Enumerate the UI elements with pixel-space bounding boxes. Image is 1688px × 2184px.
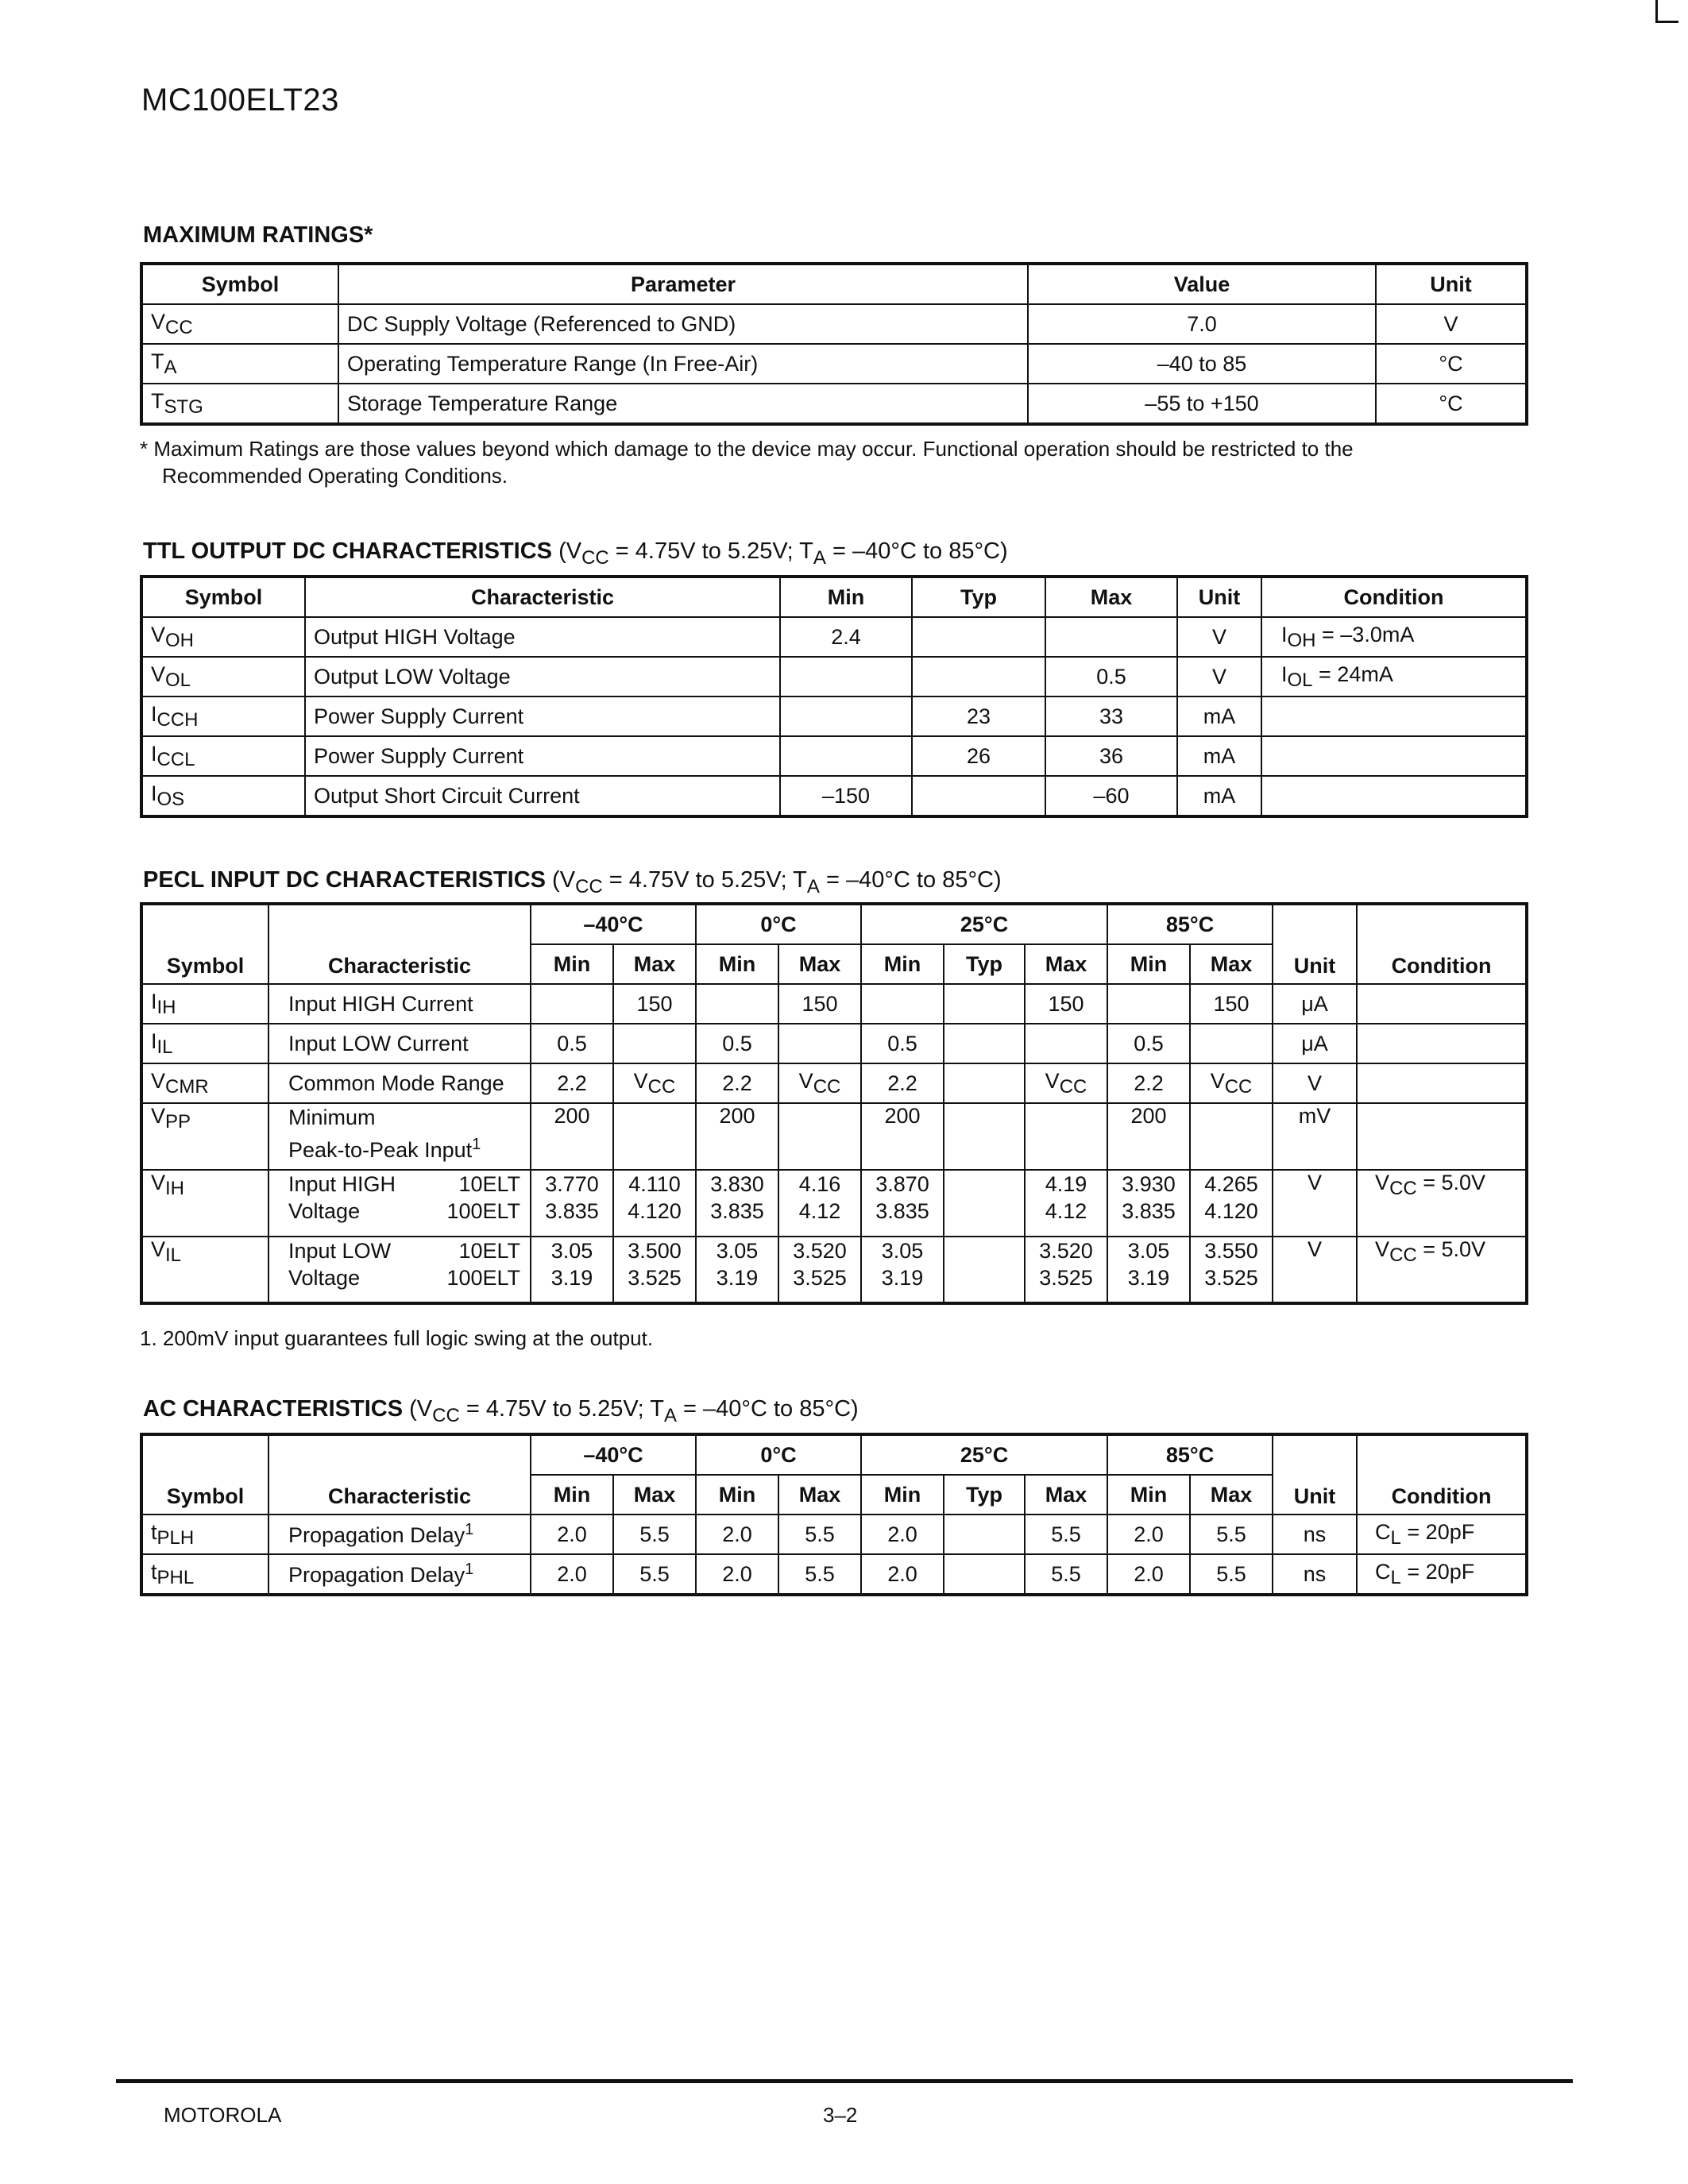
symbol-cell: $V_{CC}$	[141, 304, 338, 344]
table-header-row	[141, 264, 1527, 304]
symbol-cell: $V_{OH}$	[141, 617, 305, 657]
col-header: Min	[1107, 944, 1190, 984]
col-header: Condition	[1261, 577, 1527, 617]
cond-sub: A	[663, 1404, 677, 1426]
pecl-footnote: 1. 200mV input guarantees full logic swing at the output.	[140, 1326, 654, 1350]
col-header: Min	[531, 944, 613, 984]
value-cell: 5.5	[1190, 1515, 1273, 1554]
table-row	[141, 984, 1527, 1024]
characteristic-cell: Input HIGH Current	[268, 984, 531, 1024]
value-cell: 7.0	[1028, 304, 1376, 344]
condition-cell	[1261, 736, 1527, 776]
max-cell: 0.5	[1045, 657, 1177, 696]
col-header: Max	[613, 1475, 696, 1515]
cond-sub: A	[813, 546, 826, 569]
col-header: Max	[1190, 944, 1273, 984]
table-row	[141, 384, 1527, 424]
ac-section-title	[143, 1396, 859, 1427]
pecl-section-title	[143, 867, 1002, 898]
char-line: Minimum	[288, 1106, 376, 1129]
footer-brand: MOTOROLA	[164, 2103, 282, 2127]
value-cell: 2.0	[1107, 1554, 1190, 1595]
symbol-cell: $I_{OS}$	[141, 776, 305, 816]
value-cell	[944, 1515, 1025, 1554]
ac-title-bold: AC CHARACTERISTICS	[143, 1396, 404, 1422]
max-ratings-footnote	[140, 435, 1525, 489]
value-cell: 4.19 4.12	[1025, 1170, 1107, 1237]
characteristic-cell: Propagation Delay$^1$	[268, 1554, 531, 1595]
value-cell	[613, 1103, 696, 1170]
value-cell	[944, 1063, 1025, 1103]
value-cell: –40 to 85	[1028, 344, 1376, 384]
cond-text: (V	[546, 867, 576, 893]
unit-cell: mV	[1273, 1103, 1357, 1170]
condition-cell: $I_{OH} = -3.0mA$	[1261, 617, 1527, 657]
col-header: Symbol	[141, 904, 268, 984]
temp-header: –40°C	[531, 1434, 696, 1475]
char-line: Input HIGH 10ELT	[288, 1172, 520, 1196]
col-header: Unit	[1273, 1434, 1357, 1515]
char-line: Voltage 100ELT	[288, 1199, 520, 1223]
symbol-cell: $V_{IH}$	[141, 1170, 268, 1237]
col-header: Min	[531, 1475, 613, 1515]
table-row	[141, 1515, 1527, 1554]
condition-cell	[1357, 1103, 1527, 1170]
condition-cell	[1261, 696, 1527, 736]
unit-cell: V	[1273, 1237, 1357, 1303]
value-cell: 2.2	[861, 1063, 944, 1103]
ttl-title-bold: TTL OUTPUT DC CHARACTERISTICS	[143, 538, 553, 564]
value-cell: 5.5	[613, 1515, 696, 1554]
symbol-cell: $V_{CMR}$	[141, 1063, 268, 1103]
temp-header: 85°C	[1107, 1434, 1273, 1475]
col-header: Symbol	[141, 577, 305, 617]
typ-cell: 23	[912, 696, 1045, 736]
min-cell	[780, 657, 912, 696]
cond-text: (V	[552, 538, 582, 564]
value-cell: 2.0	[861, 1554, 944, 1595]
condition-cell: $V_{CC} = 5.0V$	[1357, 1237, 1527, 1303]
unit-cell: μA	[1273, 984, 1357, 1024]
symbol-cell: $I_{IL}$	[141, 1024, 268, 1063]
characteristic-cell: Output Short Circuit Current	[305, 776, 780, 816]
col-header: Symbol	[141, 264, 338, 304]
max-cell: 36	[1045, 736, 1177, 776]
footnote-line: * Maximum Ratings are those values beyond which damage to the device may occur. Functional operation should be restricted to the	[140, 437, 1354, 461]
value-cell: 3.520 3.525	[1025, 1237, 1107, 1303]
cond-sub: CC	[432, 1404, 460, 1426]
table-row	[141, 1170, 1527, 1237]
cond-text: (V	[403, 1396, 433, 1422]
value-cell	[778, 1103, 861, 1170]
col-header: Min	[780, 577, 912, 617]
temp-header: 0°C	[696, 1434, 861, 1475]
value-cell: $V_{CC}$	[1190, 1063, 1273, 1103]
col-header: Max	[1045, 577, 1177, 617]
unit-cell: °C	[1376, 384, 1527, 424]
col-header: Characteristic	[268, 1434, 531, 1515]
col-header: Min	[861, 1475, 944, 1515]
table-row	[141, 657, 1527, 696]
symbol-cell: $I_{CCL}$	[141, 736, 305, 776]
col-header: Typ	[912, 577, 1045, 617]
value-cell: 4.265 4.120	[1190, 1170, 1273, 1237]
table-row	[141, 1103, 1527, 1170]
value-cell	[1190, 1103, 1273, 1170]
max-cell: –60	[1045, 776, 1177, 816]
cond-text: = 4.75V to 5.25V; T	[608, 538, 813, 564]
pecl-title-bold: PECL INPUT DC CHARACTERISTICS	[143, 867, 546, 893]
table-header-row	[141, 904, 1527, 944]
value-cell: 5.5	[778, 1554, 861, 1595]
parameter-cell: Operating Temperature Range (In Free-Air)	[338, 344, 1028, 384]
unit-cell: ns	[1273, 1515, 1357, 1554]
condition-cell	[1357, 984, 1527, 1024]
condition-cell: $C_L = 20pF$	[1357, 1515, 1527, 1554]
value-cell: $V_{CC}$	[1025, 1063, 1107, 1103]
col-header: Max	[1025, 1475, 1107, 1515]
characteristic-cell: Propagation Delay$^1$	[268, 1515, 531, 1554]
symbol-cell: $T_A$	[141, 344, 338, 384]
table-row	[141, 617, 1527, 657]
value-cell: 150	[1190, 984, 1273, 1024]
col-header: Max	[778, 1475, 861, 1515]
document-title: MC100ELT23	[141, 83, 339, 118]
max-cell: 33	[1045, 696, 1177, 736]
symbol-cell: $t_{PLH}$	[141, 1515, 268, 1554]
col-header: Max	[1025, 944, 1107, 984]
ac-characteristics-table	[140, 1433, 1528, 1596]
char-line: Peak-to-Peak Input$^1$	[288, 1136, 481, 1162]
unit-cell: V	[1177, 657, 1261, 696]
col-header: Characteristic	[268, 904, 531, 984]
typ-cell: 26	[912, 736, 1045, 776]
value-cell: 0.5	[696, 1024, 778, 1063]
table-row	[141, 1237, 1527, 1303]
value-cell: 3.520 3.525	[778, 1237, 861, 1303]
cond-sub: A	[806, 875, 820, 897]
value-cell: 200	[1107, 1103, 1190, 1170]
value-cell: 3.550 3.525	[1190, 1237, 1273, 1303]
value-cell	[696, 984, 778, 1024]
value-cell: 3.870 3.835	[861, 1170, 944, 1237]
symbol-cell: $I_{CCH}$	[141, 696, 305, 736]
corner-crop-mark	[1655, 0, 1678, 23]
value-cell	[1025, 1024, 1107, 1063]
typ-cell	[912, 776, 1045, 816]
unit-cell: mA	[1177, 696, 1261, 736]
value-cell: 0.5	[861, 1024, 944, 1063]
value-cell: 150	[613, 984, 696, 1024]
table-row	[141, 1063, 1527, 1103]
value-cell	[944, 1103, 1025, 1170]
col-header: Condition	[1357, 1434, 1527, 1515]
value-cell	[944, 1554, 1025, 1595]
cond-text: = –40°C to 85°C)	[819, 867, 1002, 893]
value-cell: $V_{CC}$	[778, 1063, 861, 1103]
cond-text: = 4.75V to 5.25V; T	[602, 867, 807, 893]
col-header: Min	[1107, 1475, 1190, 1515]
unit-cell: mA	[1177, 736, 1261, 776]
col-header: Unit	[1376, 264, 1527, 304]
value-cell: 2.0	[696, 1554, 778, 1595]
condition-cell: $I_{OL} = 24mA$	[1261, 657, 1527, 696]
table-row	[141, 1554, 1527, 1595]
value-cell: 200	[696, 1103, 778, 1170]
table-header-row	[141, 1434, 1527, 1475]
value-cell: 2.0	[531, 1554, 613, 1595]
cond-sub: CC	[575, 875, 603, 897]
value-cell: 150	[778, 984, 861, 1024]
cond-sub: CC	[581, 546, 609, 569]
value-cell: 5.5	[1025, 1515, 1107, 1554]
unit-cell: V	[1273, 1170, 1357, 1237]
characteristic-cell: Input LOW Current	[268, 1024, 531, 1063]
symbol-cell: $V_{OL}$	[141, 657, 305, 696]
min-cell: 2.4	[780, 617, 912, 657]
footer-rule	[116, 2079, 1573, 2083]
value-cell	[1107, 984, 1190, 1024]
characteristic-cell: Common Mode Range	[268, 1063, 531, 1103]
condition-cell	[1261, 776, 1527, 816]
temp-header: 85°C	[1107, 904, 1273, 944]
value-cell: –55 to +150	[1028, 384, 1376, 424]
col-header: Max	[613, 944, 696, 984]
max-cell	[1045, 617, 1177, 657]
temp-header: –40°C	[531, 904, 696, 944]
typ-cell	[912, 657, 1045, 696]
parameter-cell: Storage Temperature Range	[338, 384, 1028, 424]
value-cell: 200	[861, 1103, 944, 1170]
value-cell: 3.770 3.835	[531, 1170, 613, 1237]
value-cell	[778, 1024, 861, 1063]
value-cell: 2.0	[531, 1515, 613, 1554]
condition-cell: $V_{CC} = 5.0V$	[1357, 1170, 1527, 1237]
symbol-cell: $I_{IH}$	[141, 984, 268, 1024]
characteristic-cell	[268, 1237, 531, 1303]
pecl-input-table	[140, 902, 1528, 1305]
footnote-line: Recommended Operating Conditions.	[162, 464, 508, 488]
value-cell: 200	[531, 1103, 613, 1170]
col-header: Unit	[1273, 904, 1357, 984]
value-cell: 2.2	[696, 1063, 778, 1103]
value-cell: 3.05 3.19	[861, 1237, 944, 1303]
unit-cell: V	[1273, 1063, 1357, 1103]
value-cell: 3.05 3.19	[531, 1237, 613, 1303]
cond-text: = –40°C to 85°C)	[825, 538, 1008, 564]
table-row	[141, 304, 1527, 344]
col-header: Max	[778, 944, 861, 984]
value-cell: $V_{CC}$	[613, 1063, 696, 1103]
value-cell: 5.5	[778, 1515, 861, 1554]
symbol-cell: $t_{PHL}$	[141, 1554, 268, 1595]
table-row	[141, 1024, 1527, 1063]
col-header: Parameter	[338, 264, 1028, 304]
value-cell: 3.930 3.835	[1107, 1170, 1190, 1237]
value-cell	[944, 1237, 1025, 1303]
value-cell: 2.0	[696, 1515, 778, 1554]
value-cell	[944, 1024, 1025, 1063]
unit-cell: V	[1177, 617, 1261, 657]
max-ratings-table	[140, 262, 1528, 426]
condition-cell: $C_L = 20pF$	[1357, 1554, 1527, 1595]
value-cell: 2.0	[861, 1515, 944, 1554]
value-cell	[861, 984, 944, 1024]
min-cell	[780, 696, 912, 736]
symbol-cell: $V_{IL}$	[141, 1237, 268, 1303]
col-header: Min	[696, 1475, 778, 1515]
characteristic-cell: Power Supply Current	[305, 736, 780, 776]
characteristic-cell: Power Supply Current	[305, 696, 780, 736]
page-number: 3–2	[823, 2103, 858, 2127]
value-cell: 4.16 4.12	[778, 1170, 861, 1237]
min-cell	[780, 736, 912, 776]
value-cell: 5.5	[1190, 1554, 1273, 1595]
temp-header: 25°C	[861, 1434, 1107, 1475]
col-header: Characteristic	[305, 577, 780, 617]
unit-cell: μA	[1273, 1024, 1357, 1063]
min-cell: –150	[780, 776, 912, 816]
ttl-output-table	[140, 575, 1528, 818]
temp-header: 0°C	[696, 904, 861, 944]
parameter-cell: DC Supply Voltage (Referenced to GND)	[338, 304, 1028, 344]
value-cell	[944, 984, 1025, 1024]
char-line: Voltage 100ELT	[288, 1266, 520, 1290]
table-row	[141, 776, 1527, 816]
max-ratings-title-text: MAXIMUM RATINGS*	[143, 222, 373, 248]
col-header: Symbol	[141, 1434, 268, 1515]
value-cell: 3.830 3.835	[696, 1170, 778, 1237]
symbol-cell: $V_{PP}$	[141, 1103, 268, 1170]
col-header: Min	[696, 944, 778, 984]
value-cell: 2.0	[1107, 1515, 1190, 1554]
table-header-row	[141, 577, 1527, 617]
temp-header: 25°C	[861, 904, 1107, 944]
value-cell: 3.05 3.19	[696, 1237, 778, 1303]
typ-cell	[912, 617, 1045, 657]
cond-text: = 4.75V to 5.25V; T	[459, 1396, 664, 1422]
value-cell: 5.5	[1025, 1554, 1107, 1595]
max-ratings-title	[143, 222, 373, 249]
unit-cell: ns	[1273, 1554, 1357, 1595]
characteristic-cell	[268, 1170, 531, 1237]
value-cell	[1190, 1024, 1273, 1063]
characteristic-cell	[268, 1103, 531, 1170]
ttl-section-title	[143, 538, 1008, 569]
col-header: Max	[1190, 1475, 1273, 1515]
col-header: Typ	[944, 944, 1025, 984]
value-cell: 150	[1025, 984, 1107, 1024]
value-cell: 3.500 3.525	[613, 1237, 696, 1303]
col-header: Value	[1028, 264, 1376, 304]
value-cell: 5.5	[613, 1554, 696, 1595]
value-cell	[531, 984, 613, 1024]
value-cell: 0.5	[531, 1024, 613, 1063]
value-cell	[613, 1024, 696, 1063]
col-header: Condition	[1357, 904, 1527, 984]
unit-cell: V	[1376, 304, 1527, 344]
col-header: Min	[861, 944, 944, 984]
table-row	[141, 696, 1527, 736]
characteristic-cell: Output HIGH Voltage	[305, 617, 780, 657]
value-cell: 4.110 4.120	[613, 1170, 696, 1237]
col-header: Typ	[944, 1475, 1025, 1515]
condition-cell	[1357, 1063, 1527, 1103]
char-line: Input LOW 10ELT	[288, 1239, 520, 1263]
value-cell	[944, 1170, 1025, 1237]
table-row	[141, 344, 1527, 384]
condition-cell	[1357, 1024, 1527, 1063]
value-cell: 2.2	[531, 1063, 613, 1103]
unit-cell: °C	[1376, 344, 1527, 384]
unit-cell: mA	[1177, 776, 1261, 816]
col-header: Unit	[1177, 577, 1261, 617]
value-cell: 0.5	[1107, 1024, 1190, 1063]
value-cell	[1025, 1103, 1107, 1170]
table-row	[141, 736, 1527, 776]
characteristic-cell: Output LOW Voltage	[305, 657, 780, 696]
cond-text: = –40°C to 85°C)	[676, 1396, 859, 1422]
value-cell: 3.05 3.19	[1107, 1237, 1190, 1303]
value-cell: 2.2	[1107, 1063, 1190, 1103]
symbol-cell: $T_{STG}$	[141, 384, 338, 424]
